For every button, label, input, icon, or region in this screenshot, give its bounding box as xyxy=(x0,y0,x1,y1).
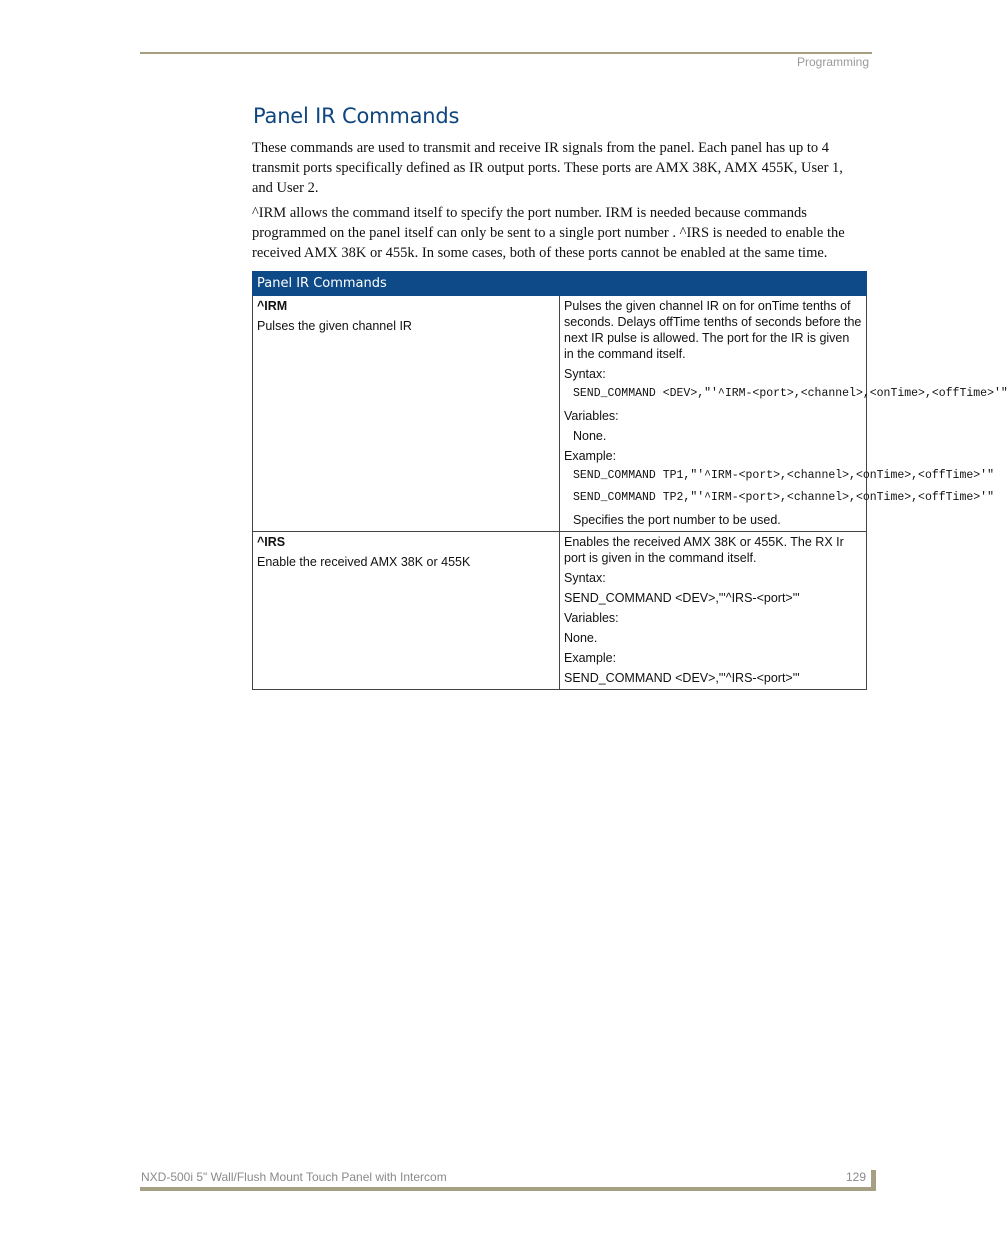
command-cell xyxy=(253,532,560,690)
command-description: Pulses the given channel IR on for onTime tenths of seconds. Delays offTime tenths of seconds before the next IR pulse is allowed. The port for the IR is given in the command itself. xyxy=(564,299,862,361)
table-header: Panel IR Commands xyxy=(253,272,867,296)
command-name: ^IRS xyxy=(257,535,286,549)
variables-label: Variables: xyxy=(564,611,619,625)
example-label: Example: xyxy=(564,651,617,665)
variables-label: Variables: xyxy=(564,409,619,423)
syntax-code: SEND_COMMAND <DEV>,"'^IRS-<port>'" xyxy=(564,591,800,605)
irm-irs-paragraph: ^IRM allows the command itself to specify the port number. IRM is needed because commands programmed on the panel itself can only be sent to a single port number . ^IRS is needed to enable the received AMX 38K or 455k. In some cases, both of these ports cannot be enabled at the same time. xyxy=(252,205,845,261)
example-note: Specifies the port number to be used. xyxy=(573,513,781,527)
variables-value: None. xyxy=(573,429,607,443)
description-cell xyxy=(560,532,867,690)
table-header-row xyxy=(253,272,867,296)
command-description: Enables the received AMX 38K or 455K. The RX Ir port is given in the command itself. xyxy=(564,535,844,565)
example-label: Example: xyxy=(564,449,617,463)
footer-rule xyxy=(140,1187,874,1191)
example-code: SEND_COMMAND <DEV>,"'^IRS-<port>'" xyxy=(564,671,800,685)
syntax-code: SEND_COMMAND <DEV>,"'^IRM-<port>,<channel>,<onTime>,<offTime>'" xyxy=(573,387,1008,400)
variables-value: None. xyxy=(564,631,598,645)
example-code: SEND_COMMAND TP2,"'^IRM-<port>,<channel>,<onTime>,<offTime>'" xyxy=(573,491,994,504)
header-rule xyxy=(140,52,872,54)
footer-title: NXD-500i 5" Wall/Flush Mount Touch Panel with Intercom xyxy=(141,1170,447,1184)
description-cell xyxy=(560,296,1008,532)
table-row xyxy=(253,532,867,690)
commands-table xyxy=(252,271,1008,690)
page-number: 129 xyxy=(846,1170,867,1184)
syntax-label: Syntax: xyxy=(564,571,606,585)
command-name: ^IRM xyxy=(257,299,288,313)
command-cell xyxy=(253,296,560,532)
page-title: Panel IR Commands xyxy=(253,104,460,128)
example-code: SEND_COMMAND TP1,"'^IRM-<port>,<channel>,<onTime>,<offTime>'" xyxy=(573,469,994,482)
syntax-label: Syntax: xyxy=(564,367,606,381)
table-row xyxy=(253,296,867,532)
intro-paragraph: These commands are used to transmit and receive IR signals from the panel. Each panel has up to 4 transmit ports specifically defined as IR output ports. These ports are AMX 38K, AMX 455K, User 1, and User 2. xyxy=(252,140,843,196)
command-summary: Pulses the given channel IR xyxy=(257,319,412,333)
command-summary: Enable the received AMX 38K or 455K xyxy=(257,555,471,569)
running-header: Programming xyxy=(796,55,869,69)
